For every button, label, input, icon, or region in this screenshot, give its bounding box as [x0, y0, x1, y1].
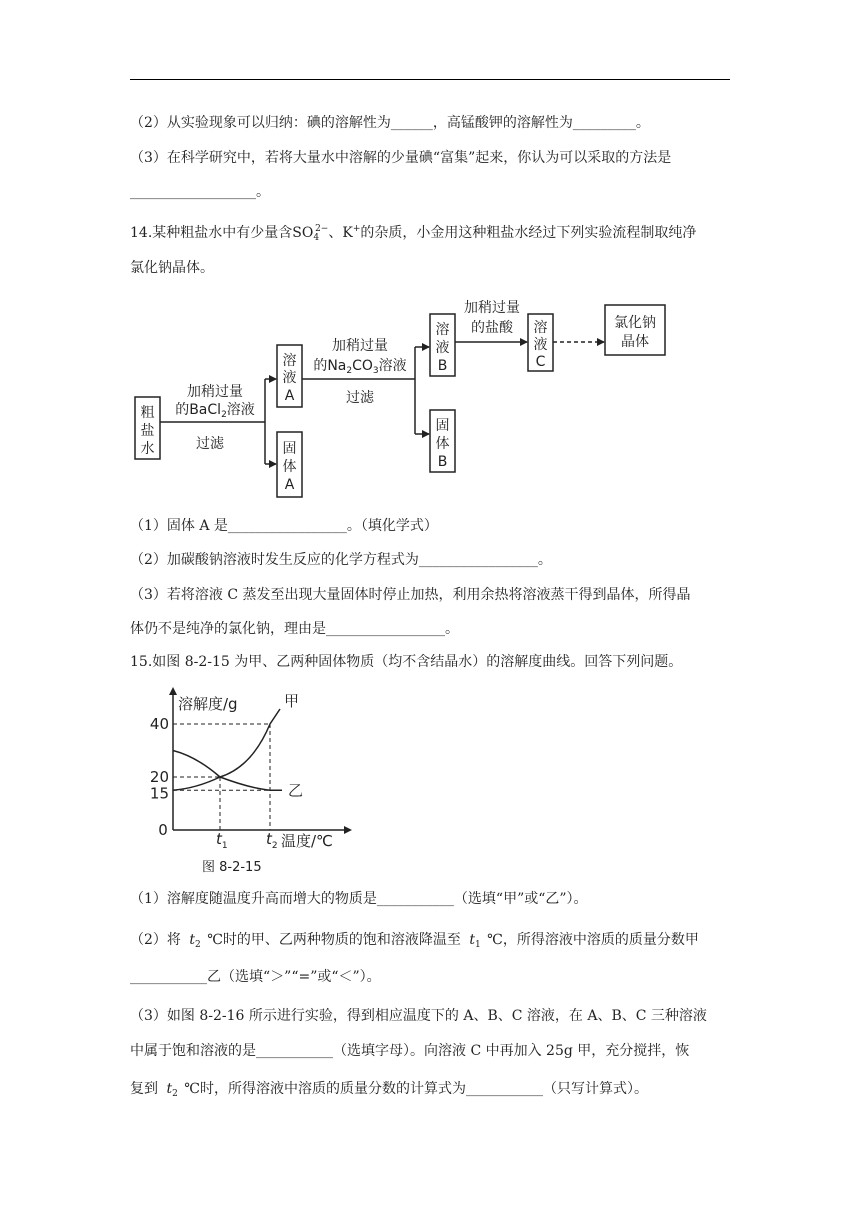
step2-b-post: 溶液	[378, 358, 407, 374]
crude-2: 水	[140, 441, 155, 457]
step1-b-sub: 2	[221, 410, 227, 420]
a2-post: ℃，所得溶液中溶质的质量分数甲	[487, 932, 699, 948]
q13-part2: （2）从实验现象可以归纳：碘的溶解性为______，高锰酸钾的溶解性为_________。	[130, 115, 650, 131]
solidA-1: 体	[282, 459, 297, 475]
y-tick-40: 40	[149, 715, 169, 733]
y-tick-15: 15	[149, 784, 169, 803]
step1-b-pre: 的BaCl	[175, 402, 222, 418]
q14-intro-line2: 氯化钠晶体。	[130, 260, 214, 276]
solA-0: 溶	[282, 353, 297, 369]
a3c-post: ℃时，所得溶液中溶质的质量分数的计算式为___________（只写计算式）。	[184, 1081, 648, 1097]
a3c-t: t	[166, 1081, 173, 1097]
step2-bottom: 过滤	[346, 390, 374, 406]
step2-b-sub2: 3	[372, 366, 379, 376]
product-0: 氯化钠	[614, 315, 656, 331]
ion1-sub: 4	[313, 233, 320, 243]
q13-part3-line2: __________________。	[130, 184, 270, 200]
solidB-1: 体	[435, 436, 450, 452]
q13-part3-line1: （3）在科学研究中，若将大量水中溶解的少量碘“富集”起来，你认为可以采取的方法是	[130, 150, 672, 166]
ion2-sup: +	[352, 224, 361, 234]
x-axis-label: 温度/℃	[281, 832, 333, 850]
series-curve-1	[173, 751, 282, 791]
series-curve-0	[173, 709, 280, 790]
step1-top-b	[175, 401, 255, 420]
solidB-0: 固	[435, 418, 450, 434]
ion1-base: SO	[292, 225, 314, 241]
a2-t1-sub: 1	[474, 940, 481, 950]
q15-answer3-line3	[130, 1079, 740, 1104]
a2-t2: t	[189, 932, 196, 948]
step1-b-post: 溶液	[226, 402, 255, 418]
q15-answer2-line2: ___________乙（选填“＞”“=”或“＜”）。	[130, 969, 381, 985]
x-tick-t1: $t_1$	[216, 830, 228, 851]
solC-1: 液	[533, 337, 548, 353]
sulfate-ion	[292, 225, 328, 241]
potassium-ion	[342, 225, 360, 241]
solubility-chart	[140, 683, 380, 883]
header-rule	[130, 79, 730, 80]
q14-answer2: （2）加碳酸钠溶液时发生反应的化学方程式为_________________。	[130, 552, 552, 568]
product-1: 晶体	[621, 334, 649, 350]
solC-0: 溶	[533, 320, 548, 336]
solB-2: B	[437, 358, 448, 374]
solB-0: 溶	[435, 322, 450, 338]
a2-mid: ℃时的甲、乙两种物质的饱和溶液降温至	[207, 932, 461, 948]
solidA-2: A	[284, 477, 295, 493]
step2-top-b	[313, 357, 406, 376]
q14-intro-text-a: 14.某种粗盐水中有少量含	[130, 225, 293, 241]
a2-pre: （2）将	[130, 932, 181, 948]
q15-answer2-line1	[130, 930, 740, 955]
a2-t2-sub: 2	[195, 940, 201, 950]
solidB-2: B	[437, 454, 448, 470]
a3c-t-sub: 2	[172, 1089, 178, 1099]
q15-answer3-line1: （3）如图 8-2-16 所示进行实验，得到相应温度下的 A、B、C 溶液，在 A、B、C 三种溶液	[130, 1008, 707, 1024]
q15-answer1: （1）溶解度随温度升高而增大的物质是___________（选填“甲”或“乙”）。	[130, 891, 588, 907]
series-label-yi: 乙	[288, 781, 304, 800]
step3-top-a: 加稍过量	[464, 300, 520, 316]
ion1-sup: 2−	[315, 224, 329, 234]
step2-b-mid: CO	[352, 358, 373, 374]
step2-b-pre: 的Na	[313, 358, 347, 374]
ion-separator: 、	[328, 225, 343, 241]
purification-flowchart	[130, 292, 690, 502]
x-tick-t2: $t_2$	[266, 830, 278, 851]
step3-top-b: 的盐酸	[471, 320, 513, 336]
solB-1: 液	[435, 340, 450, 356]
q14-intro-text-b: 的杂质，小金用这种粗盐水经过下列实验流程制取纯净	[360, 225, 697, 241]
solA-1: 液	[282, 370, 297, 386]
solA-2: A	[284, 388, 295, 404]
series-label-jia: 甲	[284, 692, 300, 710]
ion2-base: K	[342, 225, 353, 241]
q14-answer3-line2: 体仍不是纯净的氯化钠，理由是_________________。	[130, 621, 459, 637]
y-axis-label: 溶解度/g	[178, 695, 238, 713]
step2-top-a: 加稍过量	[332, 338, 388, 354]
q14-answer1: （1）固体 A 是_________________。（填化学式）	[130, 518, 438, 534]
q15-answer3-line2: 中属于饱和溶液的是___________（选填字母）。向溶液 C 中再加入 25g 甲，充分搅拌，恢	[130, 1043, 690, 1059]
step1-top-a: 加稍过量	[187, 384, 243, 400]
crude-0: 粗	[140, 405, 155, 421]
crude-1: 盐	[140, 423, 155, 439]
step2-b-sub1: 2	[346, 366, 353, 376]
origin-label: 0	[158, 821, 168, 839]
q14-intro-line1	[130, 219, 740, 248]
step1-bottom: 过滤	[196, 436, 224, 452]
solC-2: C	[535, 354, 546, 370]
a2-t1: t	[469, 932, 475, 948]
a3c-pre: 复到	[130, 1081, 158, 1097]
q14-answer3-line1: （3）若将溶液 C 蒸发至出现大量固体时停止加热，利用余热将溶液蒸干得到晶体，所得晶	[130, 587, 691, 603]
y-tick-20: 20	[149, 768, 169, 786]
q15-intro: 15.如图 8-2-15 为甲、乙两种固体物质（均不含结晶水）的溶解度曲线。回答下列问题。	[130, 654, 683, 670]
solidA-0: 固	[282, 441, 297, 457]
chart-caption: 图 8-2-15	[202, 860, 262, 875]
